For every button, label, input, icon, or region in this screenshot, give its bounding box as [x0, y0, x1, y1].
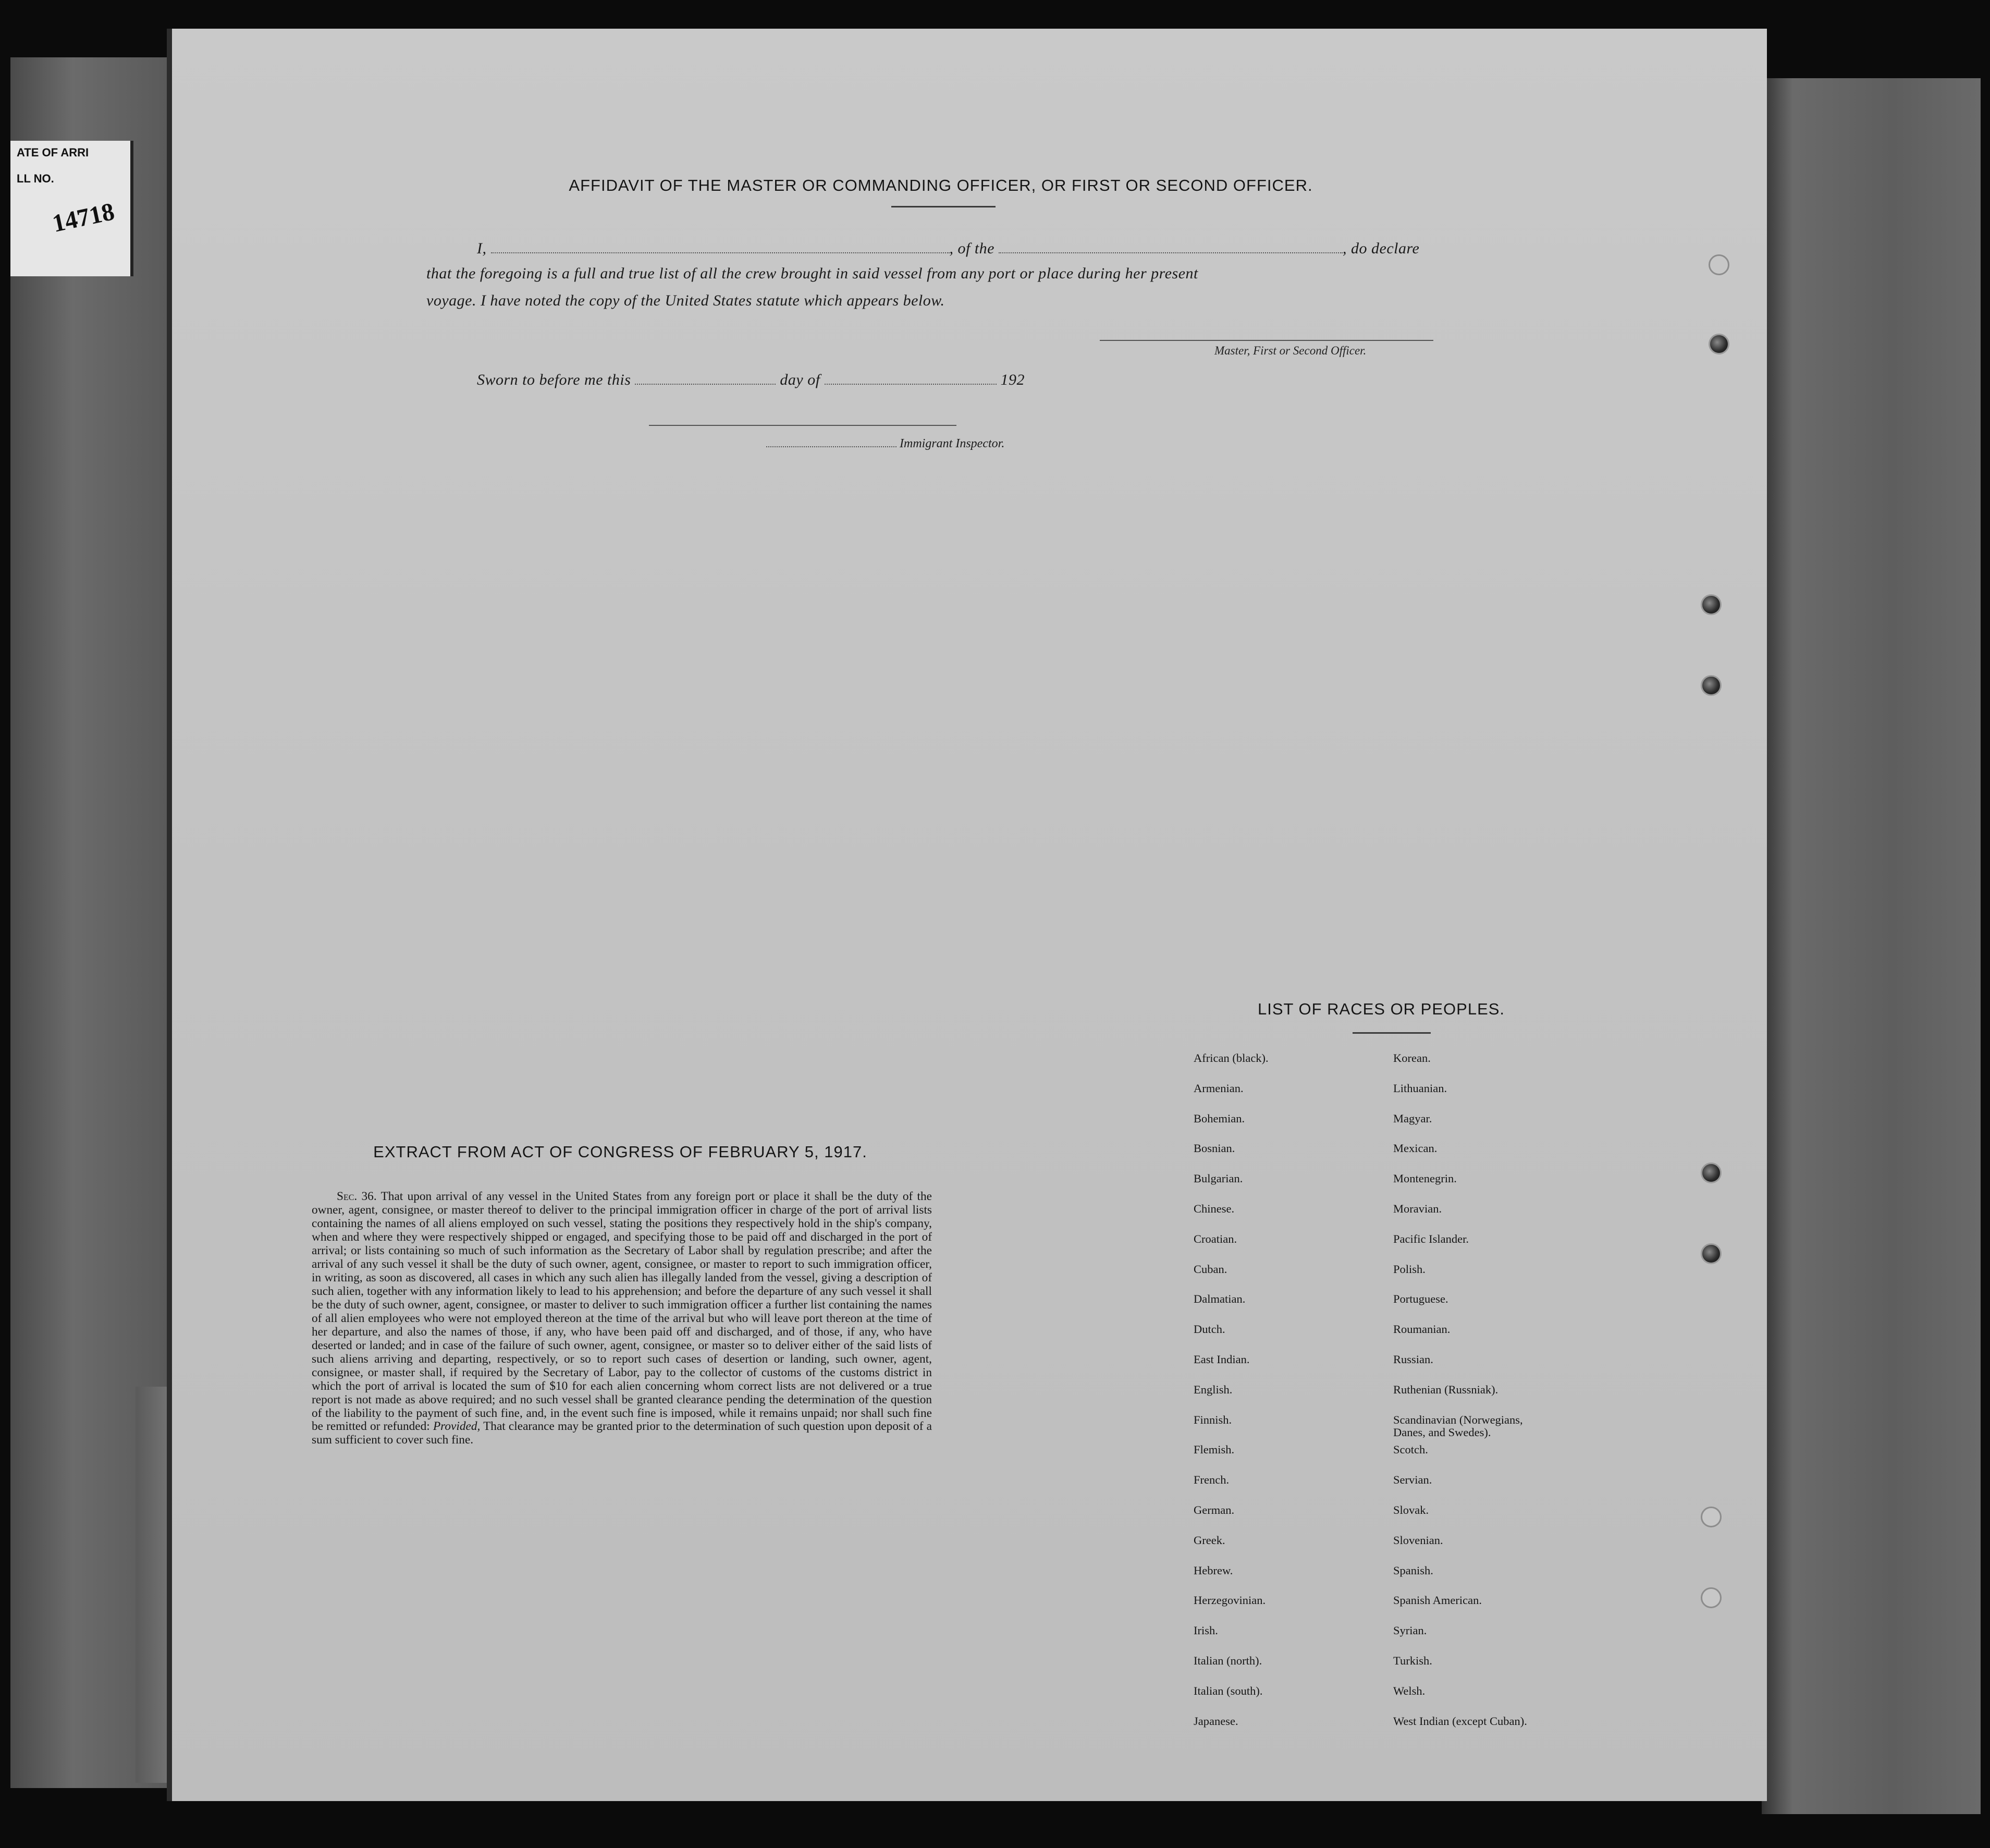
binder-hole [1701, 594, 1722, 615]
race-item: Welsh. [1393, 1684, 1426, 1697]
race-item: Scotch. [1393, 1443, 1428, 1457]
race-item: Mexican. [1393, 1142, 1438, 1155]
race-item: Hebrew. [1194, 1563, 1233, 1577]
sworn-year: 192 [1000, 371, 1025, 388]
officer-name-blank[interactable] [491, 252, 950, 253]
sworn-month-blank[interactable] [825, 384, 997, 385]
inspector-label-text: Immigrant Inspector. [900, 437, 1005, 450]
race-item: Bohemian. [1194, 1111, 1245, 1125]
extract-text: That upon arrival of any vessel in the United States from any foreign port or place it shall be the duty of the owner, agent, consignee, or master thereof to deliver to the principal immigration officer in charge of the port of arrival lists containing the names of all aliens employed on such vessel, stating the positions they respectively hold in the ship's company, when and where they were respectively shipped or engaged, and specifying those to be paid off and discharged in the port of arrival; or lists containing so much of such information as the Secretary of Labor shall by regulation prescribe; and after the arrival of any such vessel it shall be the duty of such owner, agent, consignee, or master to report to such immigration officer, in writing, as soon as discovered, all cases in which any such alien has illegally landed from the vessel, giving a description of such alien, together with any information likely to lead to his apprehension; and before the departure of any such vessel it shall be the duty of such owner, agent, consignee, or master to deliver to such immigration officer a further list containing the names of all alien employees who were not employed thereon at the time of the arrival but who will leave port thereon at the time of her departure, and also the names of those, if any, who have been paid off and discharged, and of those, if any, who have deserted or landed; and in case of the failure of such owner, agent, consignee, or master so to deliver either of the said lists of such aliens arriving and departing, respectively, or so to report such cases of desertion or landing, such owner, agent, consignee, or master shall, if required by the Secretary of Labor, pay to the collector of customs of the customs district in which the port of arrival is located the sum of $10 for each alien concerning whom correct lists are not delivered or a true report is not made as above required; and no such vessel shall be granted clearance pending the determination of the question of the liability to the payment of such fine, and, in the event such fine is imposed, while it remains unpaid; nor shall such fine be remitted or refunded: [312, 1190, 932, 1434]
section-label: Sec. 36. [337, 1190, 377, 1203]
race-item: Servian. [1393, 1473, 1432, 1487]
race-item: Roumanian. [1393, 1323, 1451, 1336]
binder-hole [1709, 254, 1729, 275]
sworn-prefix: Sworn to before me this [477, 371, 631, 388]
race-item: Lithuanian. [1393, 1081, 1447, 1095]
pronoun-text: I, [477, 240, 487, 257]
affidavit-body-line: that the foregoing is a full and true list of all the crew brought in said vessel from any port or place during her present [426, 265, 1198, 282]
races-title: LIST OF RACES OR PEOPLES. [1257, 1000, 1505, 1018]
inspector-label [766, 437, 1004, 451]
race-item: English. [1194, 1382, 1233, 1396]
stamp-line: LL NO. [17, 172, 54, 185]
race-item: Flemish. [1194, 1443, 1235, 1457]
race-item: Turkish. [1393, 1654, 1432, 1667]
races-column-left [1194, 1052, 1392, 1745]
inspector-name-blank[interactable] [766, 446, 896, 447]
title-divider [891, 206, 996, 207]
race-item: Greek. [1194, 1533, 1225, 1547]
right-background-page [1762, 78, 1981, 1814]
race-item: Korean. [1393, 1051, 1431, 1064]
vessel-name-blank[interactable] [999, 252, 1343, 253]
race-item: Slovenian. [1393, 1533, 1443, 1547]
race-item: Armenian. [1194, 1081, 1244, 1095]
master-signature-line[interactable] [1100, 340, 1433, 341]
race-item: Magyar. [1393, 1111, 1432, 1125]
race-item: Slovak. [1393, 1503, 1429, 1516]
extract-body [312, 1190, 932, 1447]
races-column-right [1393, 1052, 1591, 1745]
races-divider [1353, 1032, 1431, 1034]
inspector-signature-line[interactable] [649, 425, 956, 426]
race-item: Herzegovinian. [1194, 1594, 1266, 1607]
race-item: Irish. [1194, 1624, 1218, 1637]
stamp-number: 14718 [50, 198, 117, 238]
binder-hole [1701, 1507, 1722, 1527]
stamp-line: ATE OF ARRI [17, 146, 89, 159]
page-fold [136, 1387, 177, 1783]
master-signature-label: Master, First or Second Officer. [1214, 344, 1367, 357]
race-item: Japanese. [1194, 1714, 1238, 1728]
race-item: Montenegrin. [1393, 1172, 1457, 1185]
race-item: Croatian. [1194, 1232, 1237, 1245]
race-item: Spanish American. [1393, 1594, 1482, 1607]
race-item: East Indian. [1194, 1352, 1250, 1366]
race-item: Chinese. [1194, 1202, 1235, 1215]
race-item: Polish. [1393, 1262, 1426, 1276]
binder-hole [1701, 1587, 1722, 1608]
race-item: Moravian. [1393, 1202, 1442, 1215]
race-item: African (black). [1194, 1051, 1269, 1064]
race-item: Ruthenian (Russniak). [1393, 1382, 1498, 1396]
extract-title: EXTRACT FROM ACT OF CONGRESS OF FEBRUARY 5, 1917. [373, 1143, 867, 1161]
race-item: Italian (north). [1194, 1654, 1262, 1667]
race-item: Cuban. [1194, 1262, 1227, 1276]
race-item: Syrian. [1393, 1624, 1427, 1637]
race-item: Russian. [1393, 1352, 1433, 1366]
race-item: Pacific Islander. [1393, 1232, 1469, 1245]
extract-text-continued: That clearance may be granted prior to the determination of such question upon deposit of a sum sufficient to cover such fine. [312, 1419, 932, 1447]
race-item: Bosnian. [1194, 1142, 1235, 1155]
race-item: Spanish. [1393, 1563, 1433, 1577]
race-item: Bulgarian. [1194, 1172, 1243, 1185]
race-item: Finnish. [1194, 1413, 1232, 1426]
of-the-text: , of the [949, 240, 994, 257]
affidavit-declaration-line [477, 240, 1419, 258]
binder-hole [1709, 334, 1729, 354]
race-item: Italian (south). [1194, 1684, 1263, 1697]
arrival-stamp [10, 141, 133, 276]
sworn-day-blank[interactable] [635, 384, 776, 385]
binder-hole [1701, 675, 1722, 696]
race-item: Dutch. [1194, 1323, 1225, 1336]
race-item: Scandinavian (Norwegians, Danes, and Swedes). [1393, 1413, 1523, 1439]
sworn-line [477, 371, 1025, 389]
race-item: French. [1194, 1473, 1230, 1487]
affidavit-body-line: voyage. I have noted the copy of the United States statute which appears below. [426, 292, 945, 309]
binder-hole [1701, 1162, 1722, 1183]
race-item: West Indian (except Cuban). [1393, 1714, 1527, 1728]
day-of-text: day of [780, 371, 820, 388]
race-item: Dalmatian. [1194, 1292, 1246, 1306]
binder-hole [1701, 1243, 1722, 1264]
affidavit-title: AFFIDAVIT OF THE MASTER OR COMMANDING OFFICER, OR FIRST OR SECOND OFFICER. [569, 176, 1313, 194]
race-item: German. [1194, 1503, 1235, 1516]
race-item: Portuguese. [1393, 1292, 1448, 1306]
provided-text: Provided, [433, 1419, 481, 1434]
do-declare-text: , do declare [1343, 240, 1420, 257]
